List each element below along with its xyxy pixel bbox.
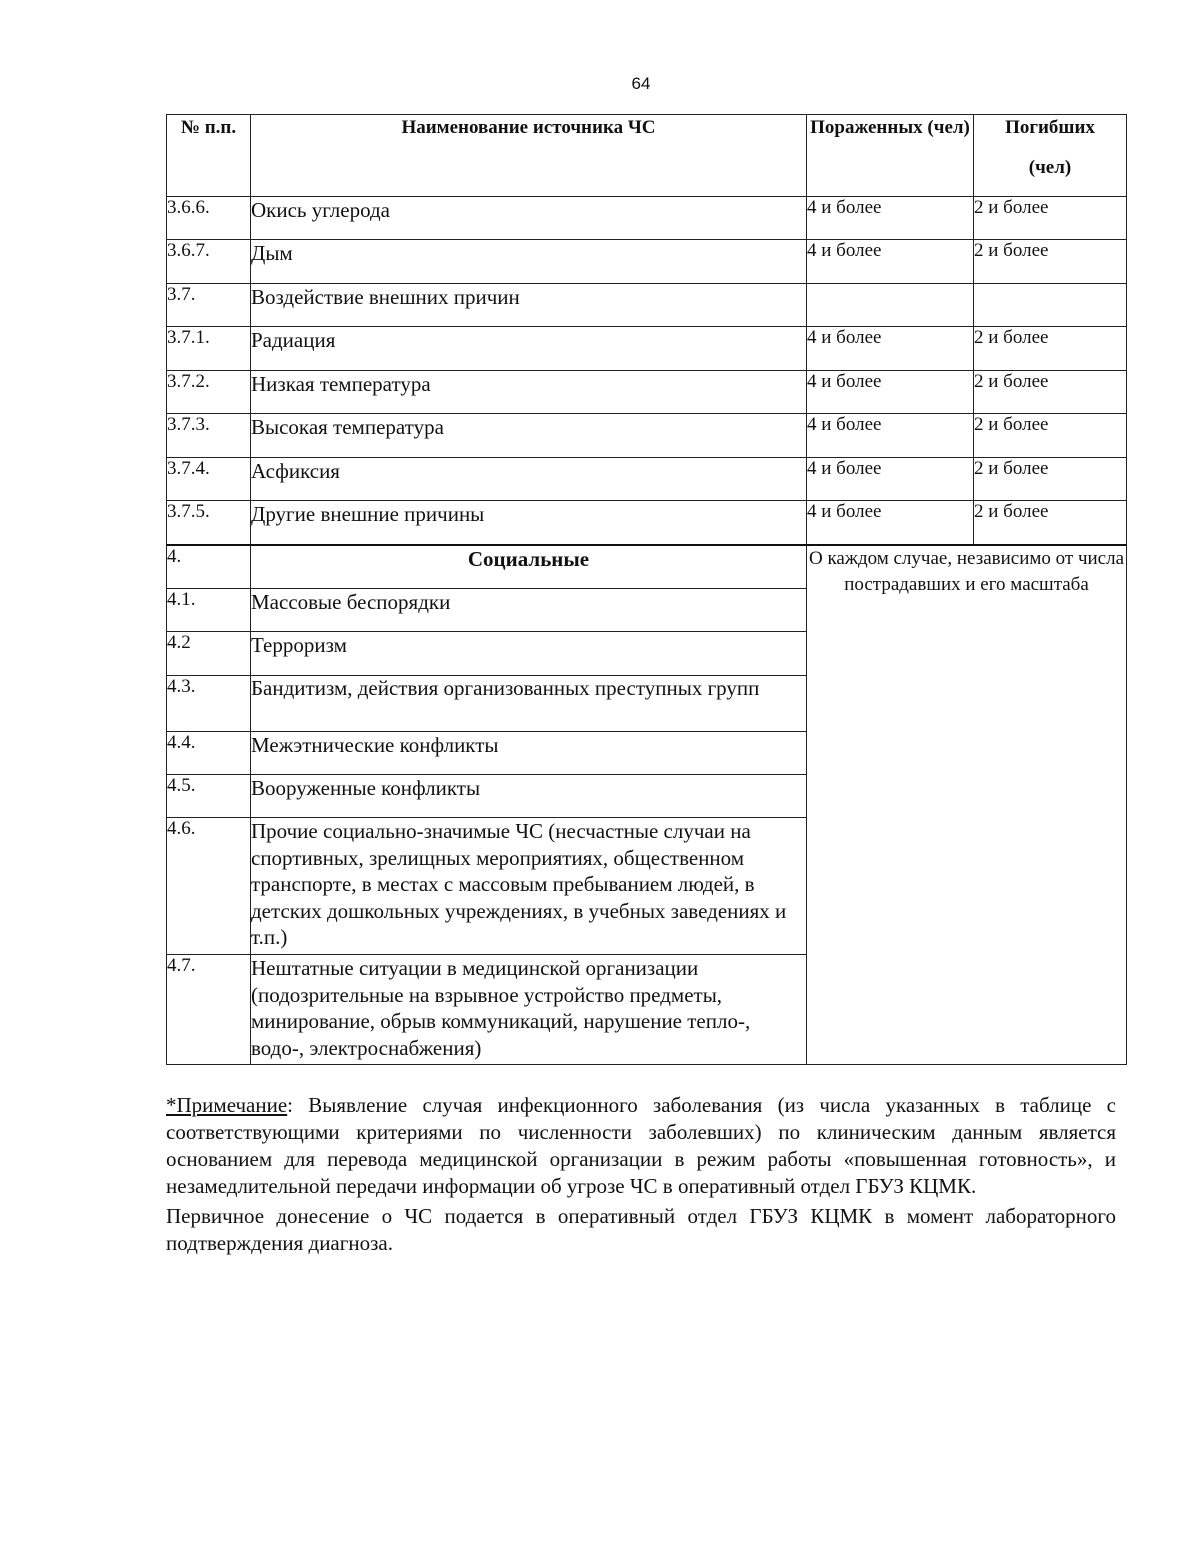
row-dead: 2 и более (974, 197, 1127, 240)
row-name: Бандитизм, действия организованных преступных групп (251, 676, 807, 732)
row-injured: 4 и более (807, 501, 974, 545)
row-num: 3.7.5. (167, 501, 251, 545)
row-name: Нештатные ситуации в медицинской организации (подозрительные на взрывное устройство предметы, минирование, обрыв коммуникаций, нарушение тепло-, водо-, электроснабжения) (251, 955, 807, 1065)
row-num: 4.5. (167, 775, 251, 818)
table-row (167, 240, 1127, 284)
row-name: Воздействие внешних причин (251, 284, 807, 327)
row-injured (807, 284, 974, 327)
row-dead (974, 284, 1127, 327)
row-dead: 2 и более (974, 458, 1127, 501)
header-dead-line2: (чел) (1028, 157, 1072, 178)
table-row (167, 327, 1127, 371)
row-name: Дым (251, 240, 807, 284)
table-row (167, 284, 1127, 327)
row-num: 4.6. (167, 818, 251, 955)
page-number: 64 (631, 74, 651, 93)
row-name: Низкая температура (251, 371, 807, 414)
row-name: Радиация (251, 327, 807, 371)
row-num: 3.7.2. (167, 371, 251, 414)
row-name: Асфиксия (251, 458, 807, 501)
row-num: 3.7.3. (167, 414, 251, 458)
header-dead (974, 115, 1127, 197)
row-num: 4.3. (167, 676, 251, 732)
footnote-text-1: : Выявление случая инфекционного заболевания (из числа указанных в таблице с соответствующими критериями по численности заболевших) по клиническим данным является основанием для перевода медицинской организации в режим работы «повышенная готовность», и незамедлительной передачи информации об угрозе ЧС в оперативный отдел ГБУЗ КЦМК. (166, 1093, 1116, 1198)
row-injured: 4 и более (807, 327, 974, 371)
footnote-label: *Примечание (166, 1093, 288, 1117)
header-injured: Пораженных (чел) (807, 115, 974, 197)
row-name: Вооруженные конфликты (251, 775, 807, 818)
header-name: Наименование источника ЧС (251, 115, 807, 197)
table-row (167, 458, 1127, 501)
header-num: № п.п. (167, 115, 251, 197)
table-row (167, 414, 1127, 458)
row-num: 3.6.6. (167, 197, 251, 240)
table-header-row (167, 115, 1127, 197)
table-row (167, 197, 1127, 240)
row-num: 3.7. (167, 284, 251, 327)
row-dead: 2 и более (974, 414, 1127, 458)
row-num: 4.1. (167, 589, 251, 632)
row-num: 4.7. (167, 955, 251, 1065)
row-name: Межэтнические конфликты (251, 732, 807, 775)
row-injured: 4 и более (807, 371, 974, 414)
row-name: Прочие социально-значимые ЧС (несчастные случаи на спортивных, зрелищных мероприятиях, общественном транспорте, в местах с массовым пребыванием людей, в детских дошкольных учреждениях, в учебных заведениях и т.п.) (251, 818, 807, 955)
row-injured: 4 и более (807, 414, 974, 458)
header-dead-line1: Погибших (1005, 117, 1095, 138)
row-injured: 4 и более (807, 458, 974, 501)
row-name: Терроризм (251, 632, 807, 676)
row-dead: 2 и более (974, 327, 1127, 371)
social-criteria-merged: О каждом случае, независимо от числа пострадавших и его масштаба (807, 545, 1127, 1065)
row-name: Массовые беспорядки (251, 589, 807, 632)
emergency-criteria-table (166, 114, 1127, 1065)
row-num: 4.2 (167, 632, 251, 676)
row-injured: 4 и более (807, 197, 974, 240)
table-row (167, 501, 1127, 545)
row-injured: 4 и более (807, 240, 974, 284)
social-num: 4. (167, 545, 251, 589)
social-section-row (167, 545, 1127, 589)
row-name: Окись углерода (251, 197, 807, 240)
social-title: Социальные (251, 545, 807, 589)
row-num: 3.7.4. (167, 458, 251, 501)
row-num: 3.6.7. (167, 240, 251, 284)
footnote (166, 1092, 1116, 1257)
row-dead: 2 и более (974, 240, 1127, 284)
row-dead: 2 и более (974, 371, 1127, 414)
footnote-paragraph-2: Первичное донесение о ЧС подается в оперативный отдел ГБУЗ КЦМК в момент лабораторного подтверждения диагноза. (166, 1204, 1116, 1255)
row-name: Другие внешние причины (251, 501, 807, 545)
row-name: Высокая температура (251, 414, 807, 458)
row-num: 3.7.1. (167, 327, 251, 371)
row-num: 4.4. (167, 732, 251, 775)
row-dead: 2 и более (974, 501, 1127, 545)
table-row (167, 371, 1127, 414)
footnote-paragraph-1 (166, 1092, 1116, 1200)
